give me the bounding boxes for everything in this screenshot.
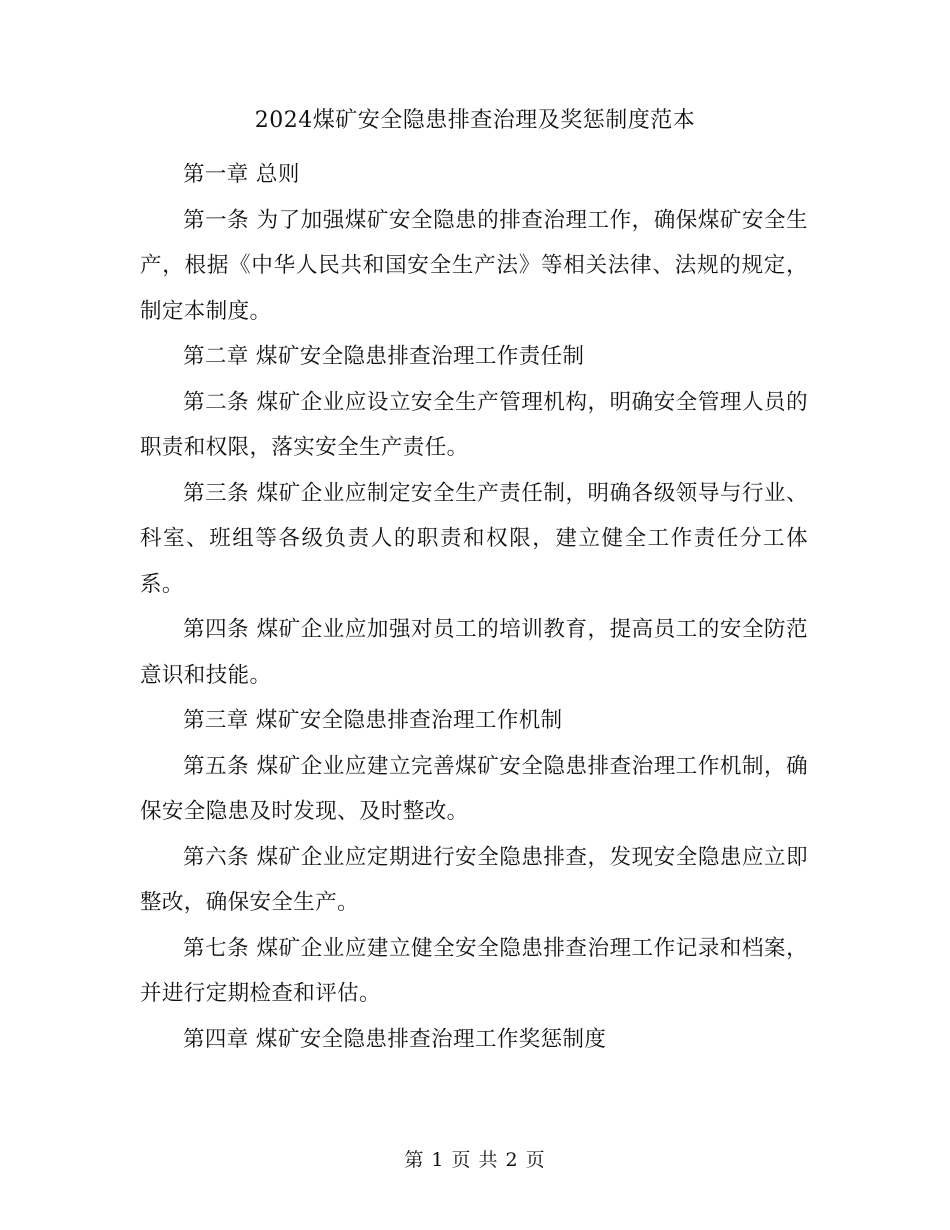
article-6: 第六条 煤矿企业应定期进行安全隐患排查，发现安全隐患应立即整改，确保安全生产。: [140, 844, 808, 915]
article-7: 第七条 煤矿企业应建立健全安全隐患排查治理工作记录和档案，并进行定期检查和评估。: [140, 935, 808, 1006]
article-3: 第三条 煤矿企业应制定安全生产责任制，明确各级领导与行业、科室、班组等各级负责人的职责和权限，建立健全工作责任分工体系。: [140, 480, 808, 597]
document-body: [140, 152, 808, 1062]
chapter-heading-4: 第四章 煤矿安全隐患排查治理工作奖惩制度: [183, 1026, 607, 1052]
page-number-footer: 第 1 页 共 2 页: [404, 1149, 546, 1171]
article-2: 第二条 煤矿企业应设立安全生产管理机构，明确安全管理人员的职责和权限，落实安全生产责任。: [140, 389, 808, 460]
article-4: 第四条 煤矿企业应加强对员工的培训教育，提高员工的安全防范意识和技能。: [140, 617, 808, 688]
article-5: 第五条 煤矿企业应建立完善煤矿安全隐患排查治理工作机制，确保安全隐患及时发现、及时整改。: [140, 753, 808, 824]
chapter-heading-1: 第一章 总则: [183, 162, 300, 187]
document-title: 2024煤矿安全隐患排查治理及奖惩制度范本: [254, 108, 696, 133]
chapter-heading-3: 第三章 煤矿安全隐患排查治理工作机制: [183, 708, 563, 733]
chapter-heading-2: 第二章 煤矿安全隐患排查治理工作责任制: [183, 344, 585, 369]
article-1: 第一条 为了加强煤矿安全隐患的排查治理工作，确保煤矿安全生产，根据《中华人民共和国安全生产法》等相关法律、法规的规定，制定本制度。: [140, 207, 808, 324]
